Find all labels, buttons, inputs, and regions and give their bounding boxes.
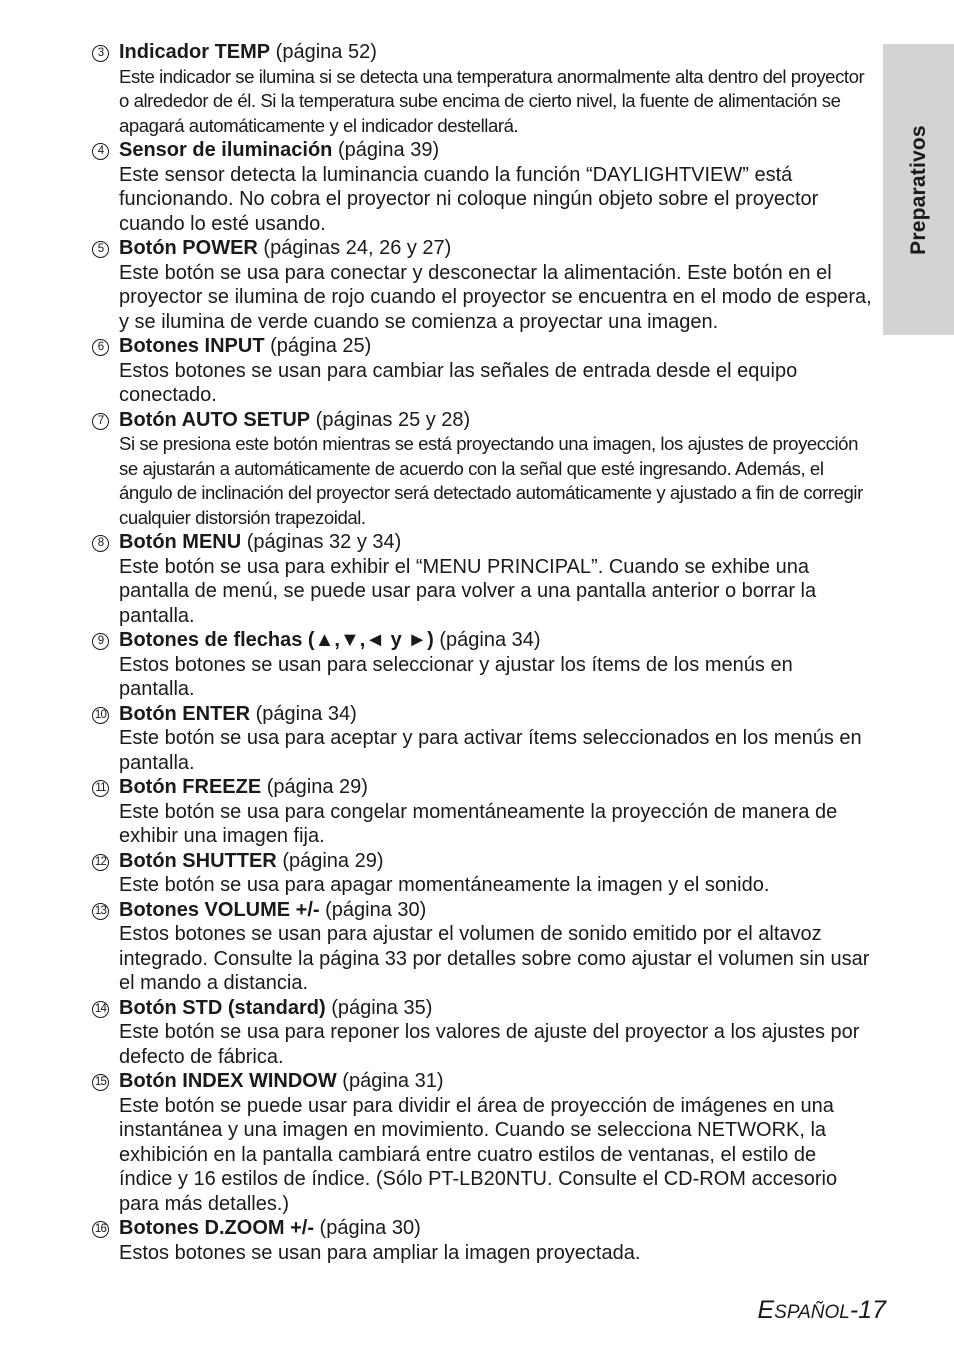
list-item — [92, 898, 872, 996]
item-number: 5 — [92, 241, 109, 258]
item-description: Este botón se usa para aceptar y para activar ítems seleccionados en los menús en pantalla. — [119, 727, 862, 774]
item-title: Botones INPUT — [119, 335, 265, 357]
item-description: Estos botones se usan para ajustar el volumen de sonido emitido por el altavoz integrado. Consulte la página 33 por detalles sobre como ajustar el volumen sin usar el mando a distancia. — [119, 923, 870, 994]
item-description: Este botón se usa para conectar y desconectar la alimentación. Este botón en el proyector se ilumina de rojo cuando el proyector se encuentra en el modo de espera, y se ilumina de verde cuando se comienza a proyectar una imagen. — [119, 261, 872, 333]
item-description: Si se presiona este botón mientras se está proyectando una imagen, los ajustes de proyección se ajustarán a automáticamente de acuerdo con la señal que esté ingresando. Además, el ángulo de inclinación del proyector será detectado automáticamente y ajustado a fin de corregir cualquier distorsión trapezoidal. — [119, 433, 863, 528]
item-number: 6 — [92, 339, 109, 356]
item-number: 11 — [92, 780, 109, 797]
item-description: Este botón se usa para congelar momentáneamente la proyección de manera de exhibir una imagen fija. — [119, 800, 838, 847]
item-title: Botón STD (standard) — [119, 996, 326, 1019]
item-heading — [119, 138, 872, 163]
item-title: Botón AUTO SETUP — [119, 408, 311, 431]
item-title: Botón FREEZE — [119, 776, 262, 798]
item-heading — [119, 628, 872, 653]
list-item — [92, 775, 872, 849]
item-description: Este botón se usa para apagar momentáneamente la imagen y el sonido. — [119, 874, 770, 896]
item-description: Estos botones se usan para cambiar las señales de entrada desde el equipo conectado. — [119, 359, 798, 406]
item-heading — [119, 849, 872, 874]
item-title: Indicador TEMP — [119, 41, 271, 63]
item-heading — [119, 40, 872, 65]
item-heading — [119, 898, 872, 923]
list-item — [92, 1216, 872, 1265]
item-title: Botón INDEX WINDOW — [119, 1070, 337, 1092]
item-page-ref: (página 39) — [332, 139, 440, 161]
item-description: Estos botones se usan para ampliar la imagen proyectada. — [119, 1241, 641, 1264]
item-number: 8 — [92, 535, 109, 552]
item-page-ref: (páginas 24, 26 y 27) — [257, 237, 452, 259]
footer-language-rest: SPAÑOL — [774, 1302, 850, 1323]
item-heading — [119, 702, 872, 727]
item-page-ref: (páginas 32 y 34) — [241, 531, 402, 553]
item-number: 13 — [92, 903, 109, 920]
list-item — [92, 408, 872, 531]
list-item — [92, 138, 872, 236]
item-title: Botones de flechas (▲,▼,◄ y ►) — [119, 629, 434, 651]
item-number: 7 — [92, 413, 109, 430]
item-number: 16 — [92, 1221, 109, 1238]
item-title: Botón SHUTTER — [119, 849, 277, 872]
item-description: Este botón se usa para exhibir el “MENU PRINCIPAL”. Cuando se exhibe una pantalla de menú, se puede usar para volver a una pantalla anterior o borrar la pantalla. — [119, 555, 817, 627]
item-page-ref: (página 30) — [314, 1217, 421, 1239]
item-page-ref: (página 25) — [264, 335, 372, 357]
item-number: 9 — [92, 633, 109, 650]
item-heading — [119, 996, 872, 1021]
section-tab-label: Preparativos — [906, 124, 930, 255]
item-number: 10 — [92, 707, 109, 724]
item-page-ref: (página 34) — [433, 629, 541, 651]
item-page-ref: (página 29) — [261, 776, 368, 798]
item-description: Este sensor detecta la luminancia cuando la función “DAYLIGHTVIEW” está funcionando. No cobra el proyector ni coloque ningún objeto sobre el proyector cuando lo esté usando. — [119, 163, 819, 235]
list-item — [92, 996, 872, 1070]
item-number: 4 — [92, 143, 109, 160]
section-tab — [883, 44, 954, 335]
item-description: Este botón se puede usar para dividir el área de proyección de imágenes en una instantánea y una imagen en movimiento. Cuando se selecciona NETWORK, la exhibición en la pantalla cambiará entre cuatro estilos de ventanas, el estilo de índice y 16 estilos de índice. (Sólo PT-LB20NTU. Consulte el CD-ROM accesorio para más detalles.) — [119, 1094, 838, 1215]
item-page-ref: (páginas 25 y 28) — [310, 408, 471, 431]
page-footer — [757, 1296, 886, 1325]
list-item — [92, 628, 872, 702]
item-heading — [119, 334, 872, 359]
item-description: Este botón se usa para reponer los valores de ajuste del proyector a los ajustes por defecto de fábrica. — [119, 1021, 860, 1068]
list-item — [92, 530, 872, 628]
footer-language-initial: E — [757, 1296, 775, 1324]
item-title: Botón POWER — [119, 237, 258, 259]
item-title: Botón MENU — [119, 531, 242, 553]
item-heading — [119, 1069, 872, 1094]
item-heading — [119, 408, 872, 433]
item-page-ref: (página 29) — [276, 849, 384, 872]
item-page-ref: (página 30) — [319, 898, 427, 921]
item-heading — [119, 236, 872, 261]
item-page-ref: (página 35) — [325, 996, 433, 1019]
item-number: 3 — [92, 45, 109, 62]
item-page-ref: (página 34) — [250, 702, 357, 725]
item-title: Sensor de iluminación — [119, 139, 333, 161]
list-item — [92, 334, 872, 408]
item-heading — [119, 775, 872, 800]
list-item — [92, 1069, 872, 1216]
item-heading — [119, 1216, 872, 1241]
item-title: Botones VOLUME +/- — [119, 898, 320, 921]
list-item — [92, 849, 872, 898]
list-item — [92, 702, 872, 776]
list-item — [92, 40, 872, 138]
item-description: Estos botones se usan para seleccionar y ajustar los ítems de los menús en pantalla. — [119, 653, 793, 700]
item-list — [92, 40, 872, 1265]
item-heading — [119, 530, 872, 555]
list-item — [92, 236, 872, 334]
item-page-ref: (página 52) — [270, 41, 377, 63]
item-number: 14 — [92, 1001, 109, 1018]
item-page-ref: (página 31) — [336, 1070, 444, 1092]
item-number: 12 — [92, 854, 109, 871]
item-title: Botones D.ZOOM +/- — [119, 1217, 314, 1239]
item-description: Este indicador se ilumina si se detecta una temperatura anormalmente alta dentro del proyector o alrededor de él. Si la temperatura sube encima de cierto nivel, la fuente de alimentación se apagará automáticamente y el indicador destellará. — [119, 65, 865, 136]
page-number: -17 — [849, 1296, 886, 1324]
item-number: 15 — [92, 1074, 109, 1091]
item-title: Botón ENTER — [119, 702, 251, 725]
